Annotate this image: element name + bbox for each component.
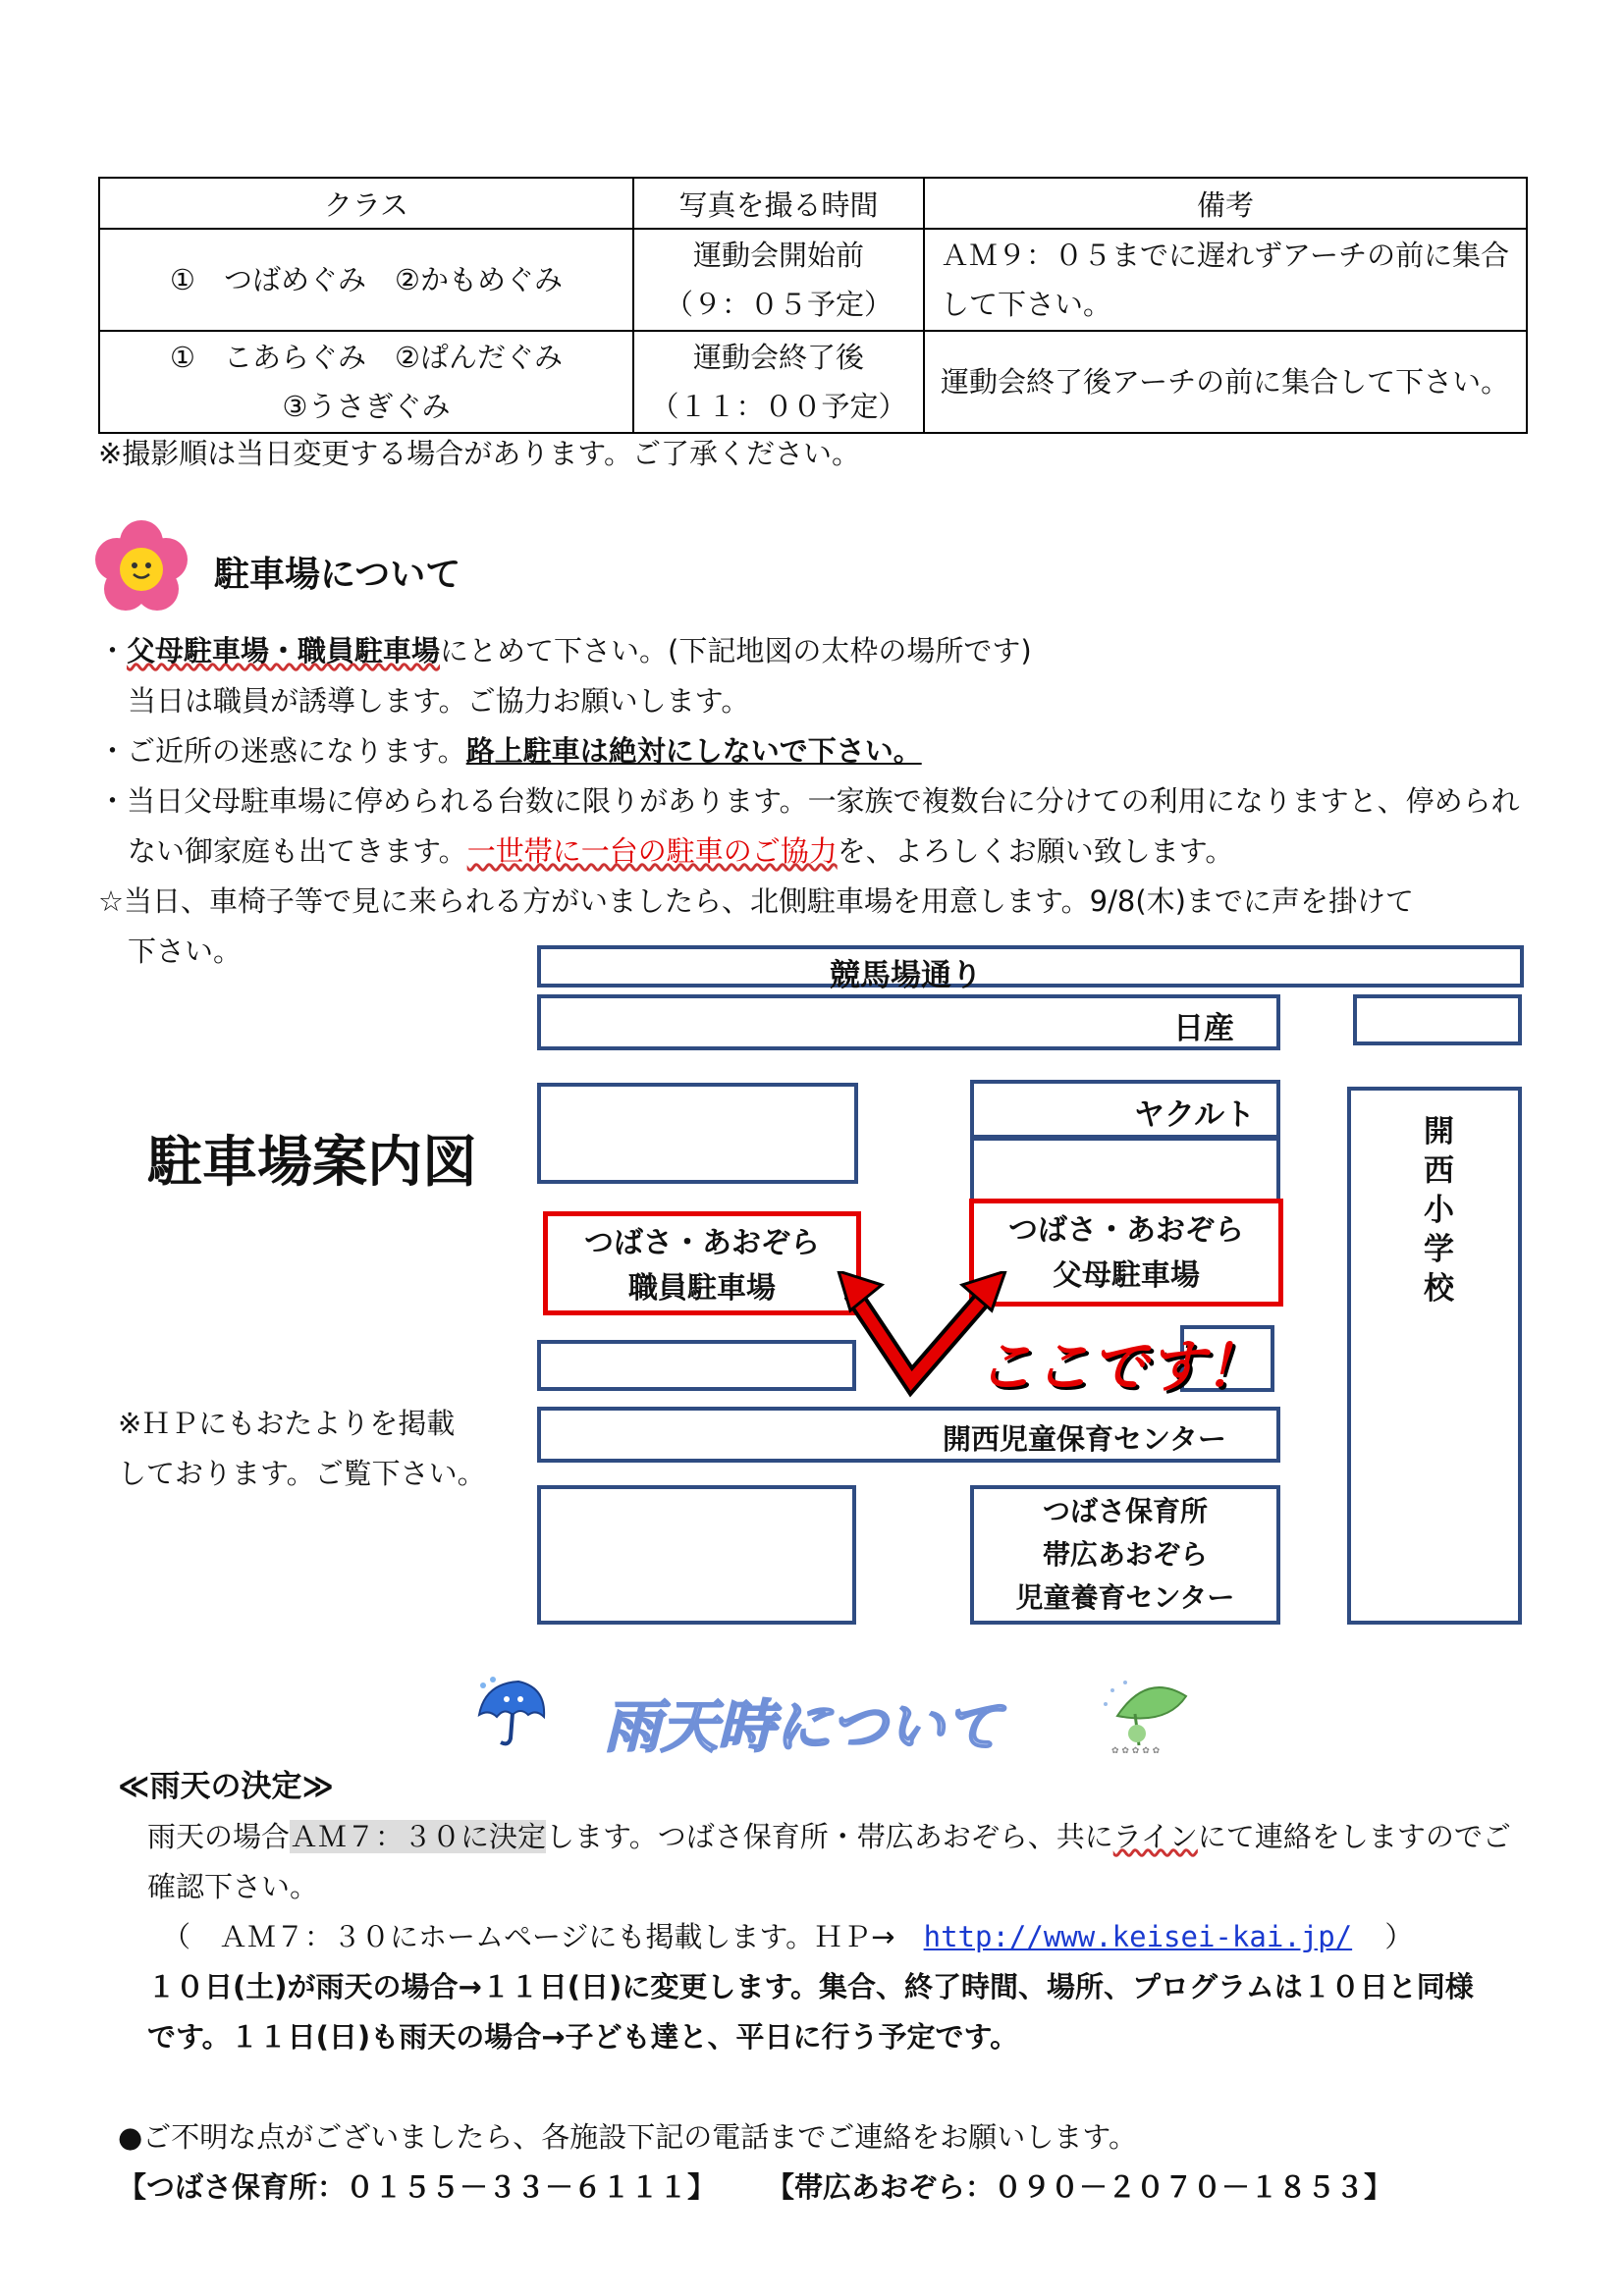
center-label: 開西児童保育センター [943,1422,1226,1456]
staff-parking-lot: つばさ・あおぞら 職員駐車場 [543,1211,861,1315]
rain-para-2: （ ＡＭ７：３０にホームページにも掲載します。ＨＰ→ http://www.keisei-kai.jp/ ） [162,1920,1414,1953]
rain-banner: 雨天時について [604,1693,1001,1760]
one-car-request: 一世帯に一台の駐車のご協力 [466,834,838,868]
hp-note-line-1: ※ＨＰにもおたよりを掲載 [118,1407,456,1440]
block [970,1137,1280,1205]
rain-para-1-line-2: 確認下さい。 [147,1870,319,1903]
table-row [99,331,1527,433]
nissan-label: 日産 [1173,1011,1234,1046]
block [1353,994,1522,1045]
svg-text:✿ ✿ ✿ ✿ ✿: ✿ ✿ ✿ ✿ ✿ [1111,1746,1161,1755]
flower-icon [94,520,189,614]
table-row [99,229,1527,331]
parking-line-5: ない御家庭も出てきます。一世帯に一台の駐車のご協力を、よろしくお願い致します。 [128,834,1234,868]
here-label: ここです！ [977,1333,1263,1400]
note-cell: ＡＭ９：０５までに遅れずアーチの前に集合 して下さい。 [924,229,1527,331]
no-street-parking: 路上駐車は絶対にしないで下さい。 [465,734,922,768]
parking-line-4: ・当日父母駐車場に停められる台数に限りがあります。一家族で複数台に分けての利用になりますと、停められ [98,784,1520,818]
school-label: 開西小学校 [1424,1114,1454,1307]
contact-intro: ●ご不明な点がございましたら、各施設下記の電話までご連絡をお願いします。 [118,2120,1137,2154]
rain-subheading: ≪雨天の決定≫ [118,1769,334,1804]
map-title: 駐車場案内図 [147,1131,477,1195]
parking-line-2: 当日は職員が誘導します。ご協力お願いします。 [128,684,750,718]
street-block [537,945,1524,988]
header-class: クラス [99,178,633,229]
parking-lot-names: 父母駐車場・職員駐車場 [127,634,441,667]
time-cell: 運動会開始前 （９：０５予定） [633,229,924,331]
block [537,1340,856,1391]
facility-label: つばさ保育所 帯広あおぞら 児童養育センター [1015,1495,1235,1614]
parking-line-7: 下さい。 [128,934,243,968]
photo-schedule-table [98,177,1528,434]
umbrella-icon [471,1674,550,1752]
parent-parking-lot: つばさ・あおぞら 父母駐車場 [969,1199,1283,1307]
homepage-link[interactable]: http://www.keisei-kai.jp/ [923,1920,1353,1953]
rain-para-1: 雨天の場合ＡＭ７：３０に決定します。つばさ保育所・帯広あおぞら、共にラインにて連絡をしますのでご [147,1820,1511,1853]
tsubasa-phone: 【つばさ保育所：０１５５－３３－６１１１】 [118,2170,717,2204]
hp-note-line-2: しております。ご覧下さい。 [118,1457,486,1490]
parking-line-3: ・ご近所の迷惑になります。路上駐車は絶対にしないで下さい。 [98,734,922,768]
class-cell: ① つばめぐみ ②かもめぐみ [99,229,633,331]
header-time: 写真を撮る時間 [633,178,924,229]
yakult-label: ヤクルト [1134,1097,1256,1133]
parking-line-6: ☆当日、車椅子等で見に来られる方がいましたら、北側駐車場を用意します。9/8(木)までに声を掛けて [98,884,1414,918]
frog-leaf-icon [1098,1677,1196,1755]
parking-heading: 駐車場について [214,555,461,595]
time-cell: 運動会終了後 （１１：００予定） [633,331,924,433]
street-label: 競馬場通り [830,958,982,993]
block [537,1083,858,1184]
block [537,1485,856,1625]
note-cell: 運動会終了後アーチの前に集合して下さい。 [924,331,1527,433]
class-cell: ① こあらぐみ ②ぱんだぐみ ③うさぎぐみ [99,331,633,433]
rain-para-3: １０日(土)が雨天の場合→１１日(日)に変更します。集合、終了時間、場所、プログラムは１０日と同様 [147,1970,1474,2003]
parking-line-1: ・父母駐車場・職員駐車場にとめて下さい。(下記地図の太枠の場所です) [98,634,1032,667]
decision-time: ＡＭ７：３０に決定 [290,1820,547,1853]
table-footnote: ※撮影順は当日変更する場合があります。ご了承ください。 [98,437,860,470]
aozora-phone: 【帯広あおぞら：０９０－２０７０－１８５３】 [766,2170,1393,2204]
rain-para-3-line-2: です。１１日(日)も雨天の場合→子ども達と、平日に行う予定です。 [147,2020,1019,2054]
nissan-block [537,994,1280,1050]
header-note: 備考 [924,178,1527,229]
